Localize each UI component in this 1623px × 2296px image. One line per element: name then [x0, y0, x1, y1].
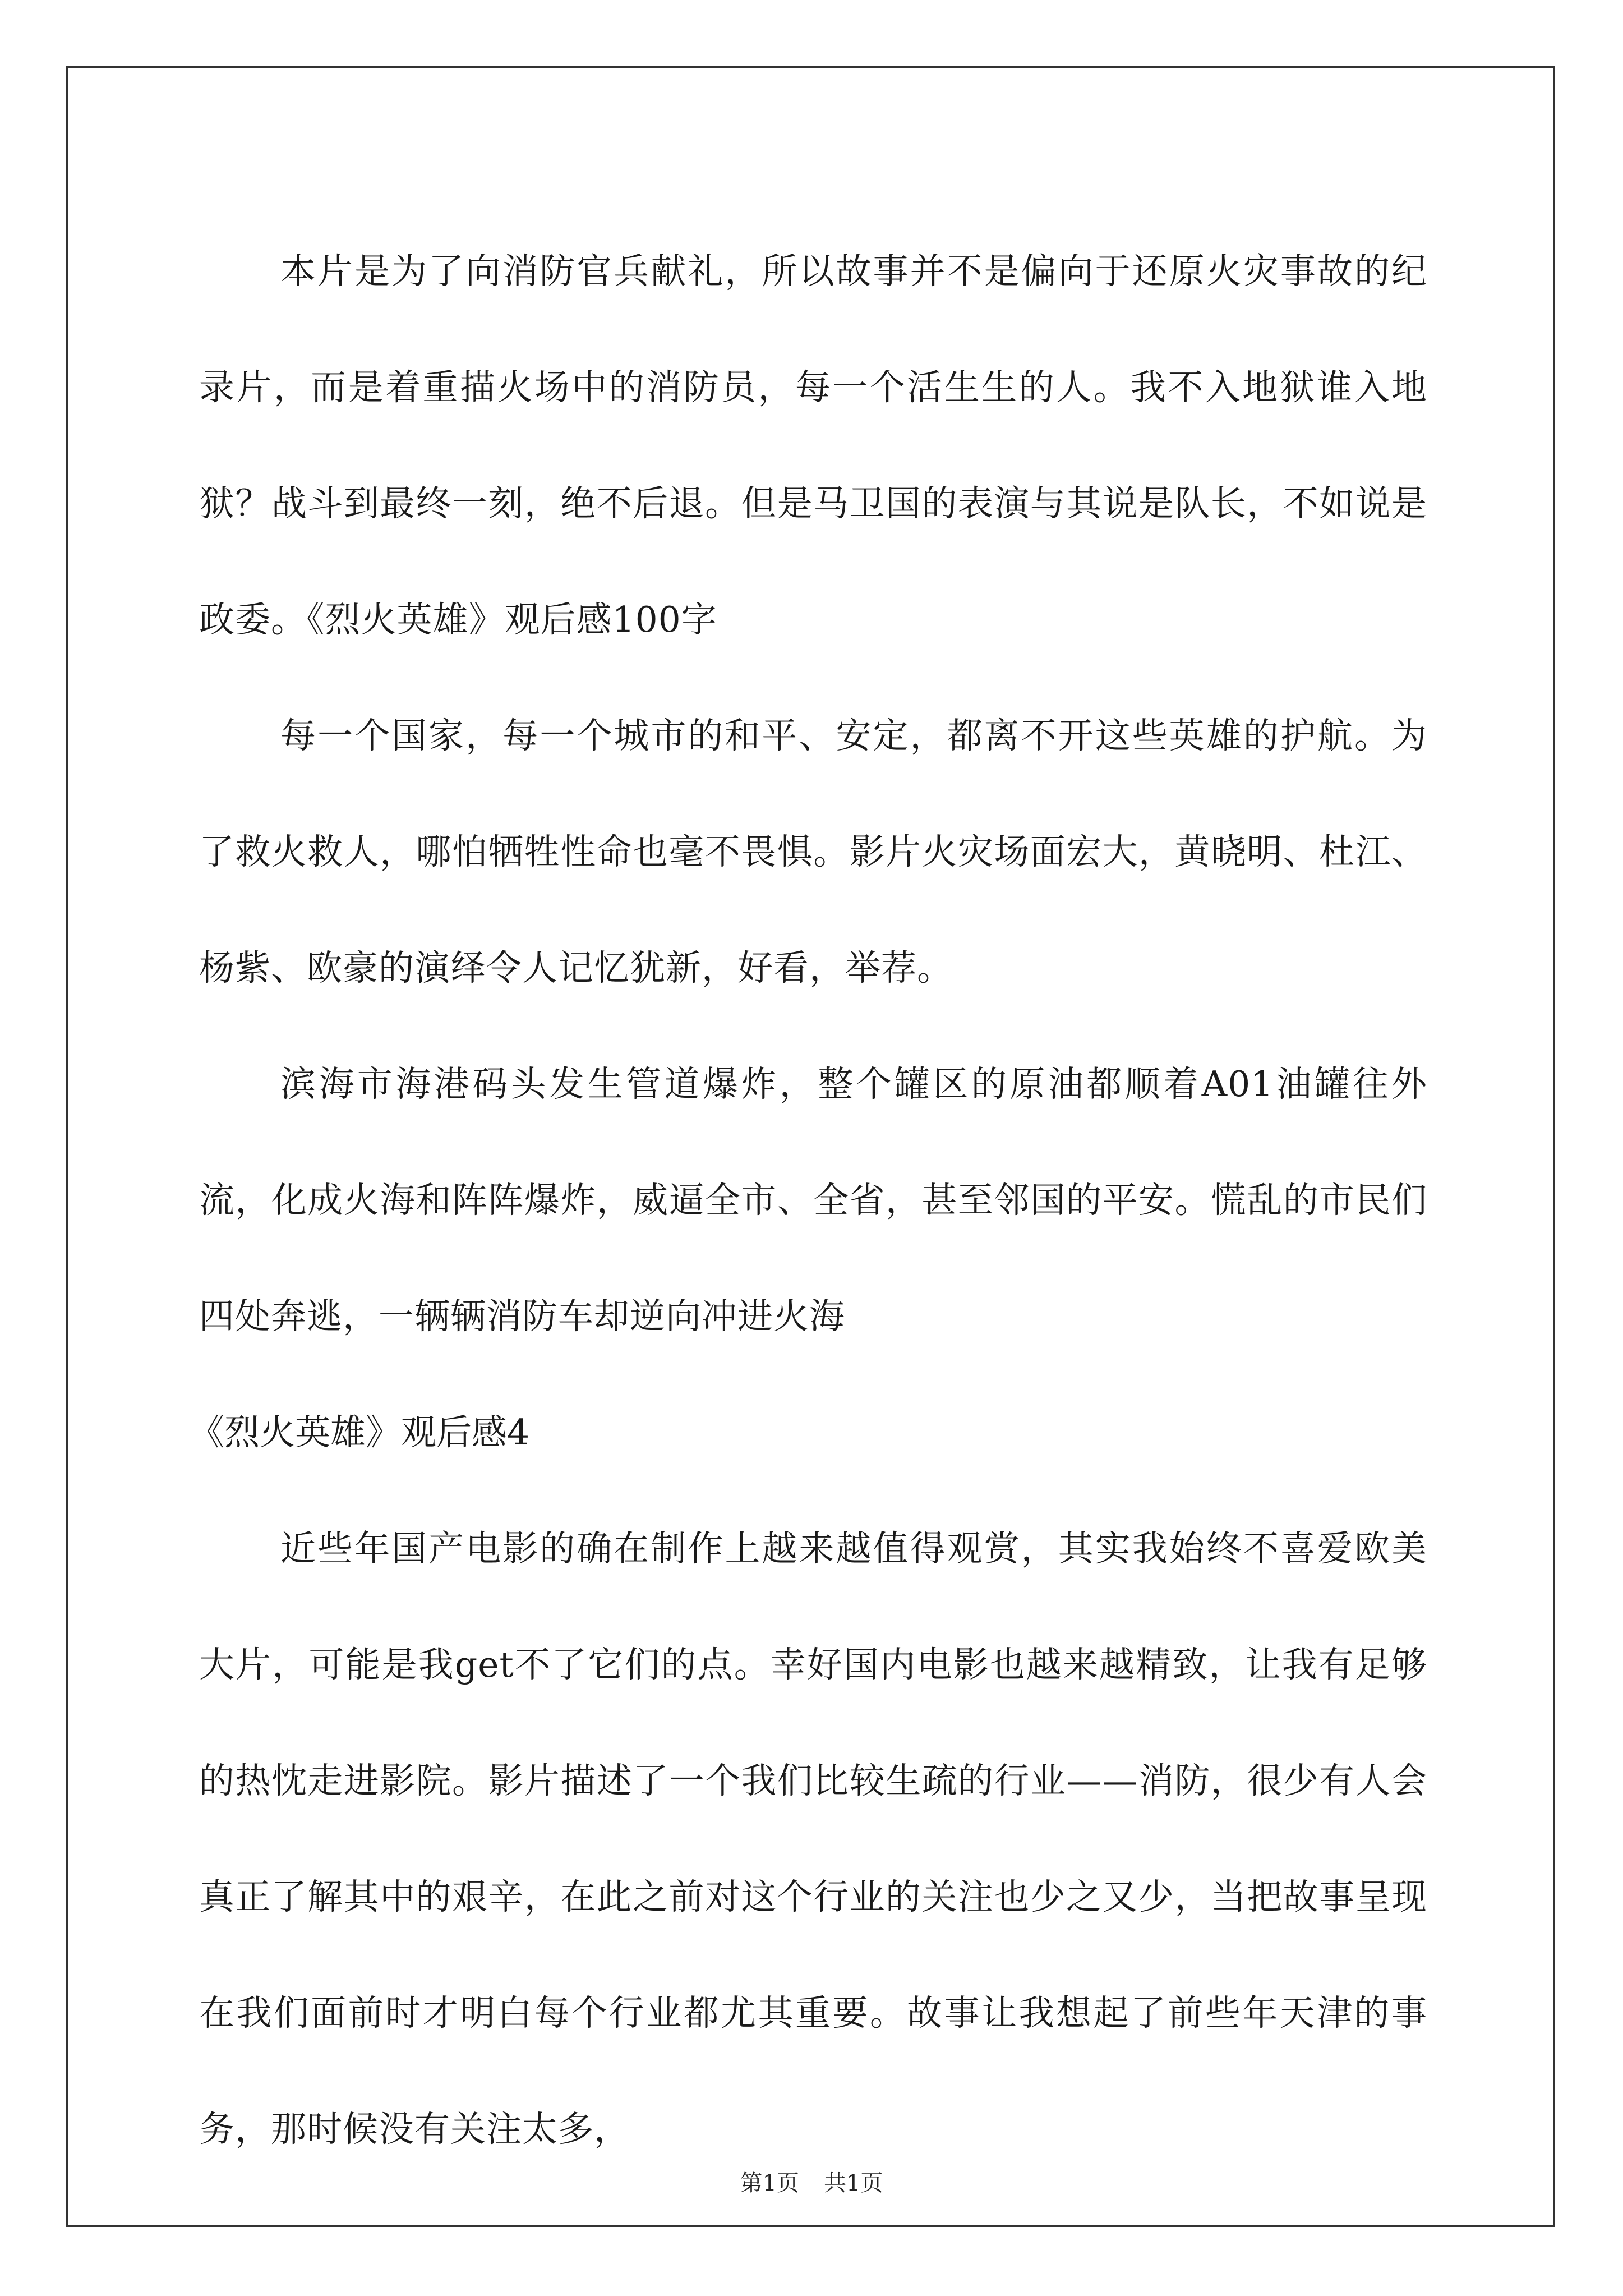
- section-heading: 《烈火英雄》观后感4: [189, 1412, 530, 1453]
- paragraph-1: 本片是为了向消防官兵献礼，所以故事并不是偏向于还原火灾事故的纪录片，而是着重描火场中的消防员，每一个活生生的人。我不入地狱谁入地狱？战斗到最终一刻，绝不后退。但是马卫国的表演与其说是队长，不如说是政委。《烈火英雄》观后感100字: [199, 251, 1427, 640]
- page-total: 共1页: [824, 2170, 883, 2196]
- paragraph-2: 每一个国家，每一个城市的和平、安定，都离不开这些英雄的护航。为了救火救人，哪怕牺牲性命也毫不畏惧。影片火灾场面宏大，黄晓明、杜江、杨紫、欧豪的演绎令人记忆犹新，好看，举荐。: [199, 715, 1427, 988]
- page-number: 第1页: [740, 2170, 799, 2196]
- paragraph-3: 滨海市海港码头发生管道爆炸，整个罐区的原油都顺着A01油罐往外流，化成火海和阵阵爆炸，威逼全市、全省，甚至邻国的平安。慌乱的市民们四处奔逃，一辆辆消防车却逆向冲进火海: [199, 1064, 1427, 1337]
- paragraph-4: 近些年国产电影的确在制作上越来越值得观赏，其实我始终不喜爱欧美大片，可能是我get不了它们的点。幸好国内电影也越来越精致，让我有足够的热忱走进影院。影片描述了一个我们比较生疏的行业——消防，很少有人会真正了解其中的艰辛，在此之前对这个行业的关注也少之又少，当把故事呈现在我们面前时才明白每个行业都尤其重要。故事让我想起了前些年天津的事务，那时候没有关注太多，: [199, 1528, 1427, 2150]
- document-body: [189, 213, 1427, 2187]
- page-footer: [0, 2165, 1623, 2197]
